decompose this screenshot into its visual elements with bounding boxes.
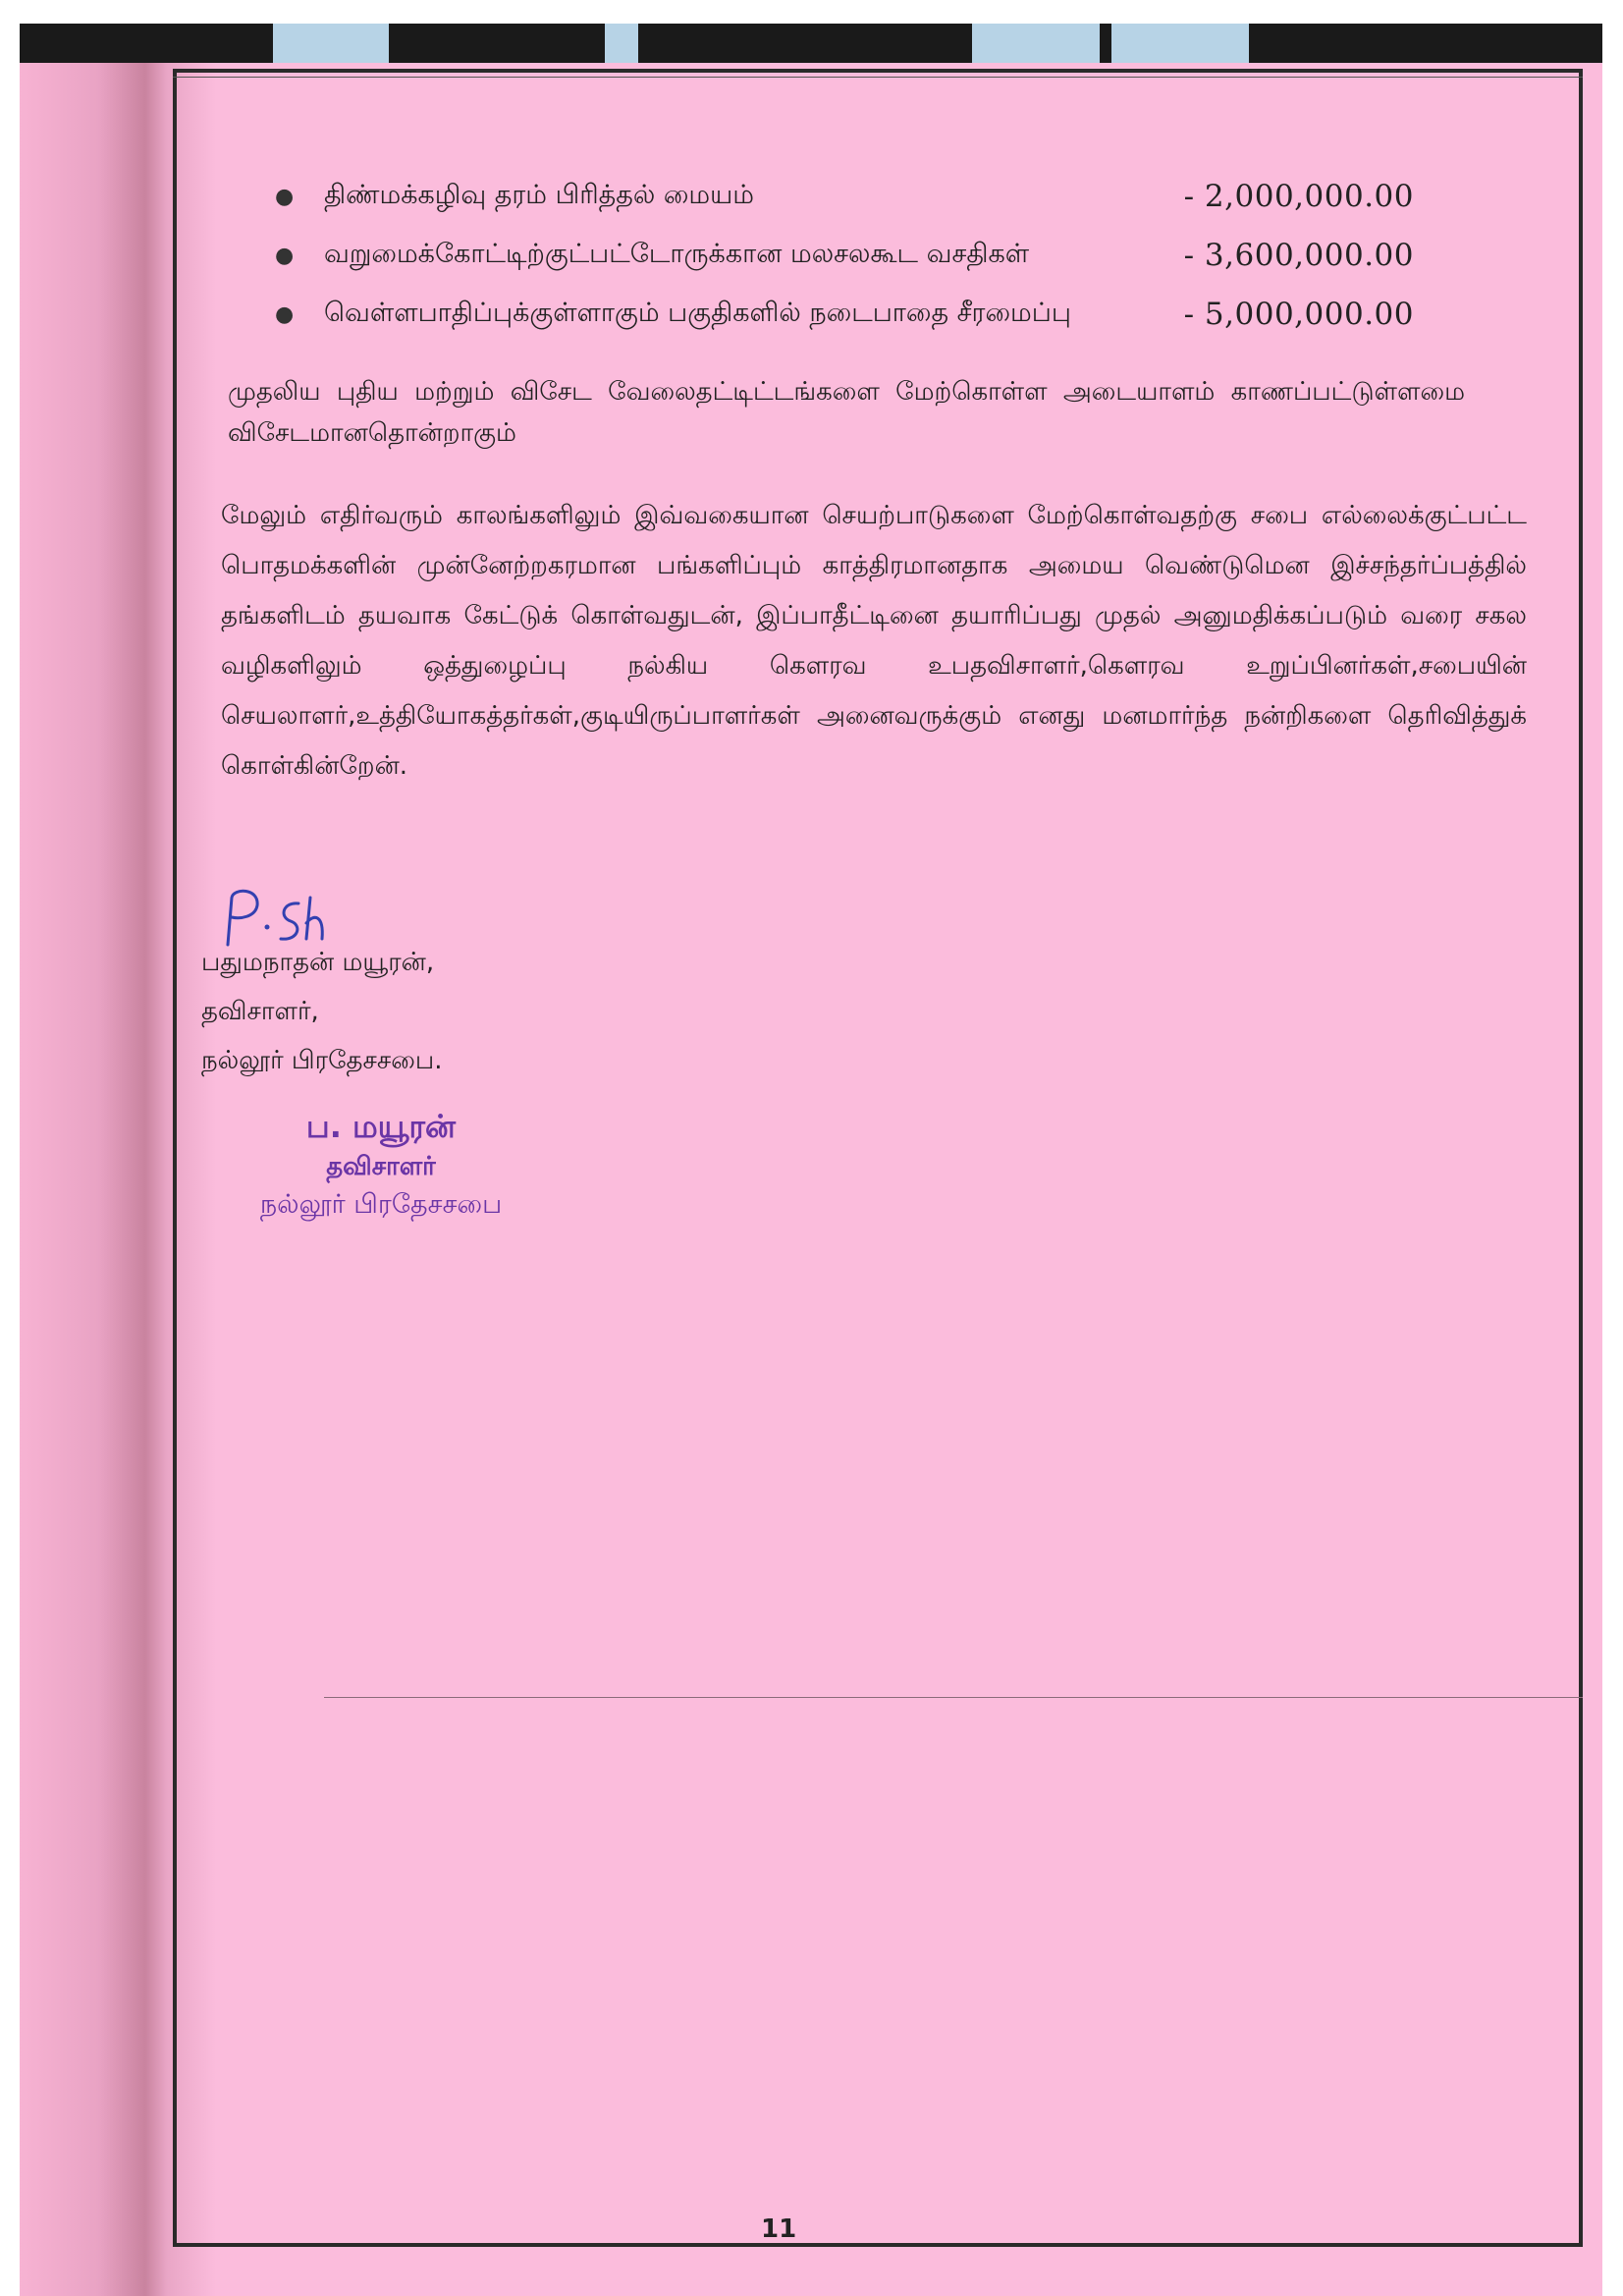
project-name: வெள்ளபாதிப்புக்குள்ளாகும் பகுதிகளில் நடைபாதை சீரமைப்பு bbox=[324, 297, 1071, 328]
scanner-edge-highlight bbox=[1111, 24, 1249, 63]
project-amount: - 5,000,000.00 bbox=[1183, 297, 1414, 332]
project-amount: - 2,000,000.00 bbox=[1183, 179, 1414, 214]
page-number: 11 bbox=[761, 2214, 797, 2244]
scanner-edge-strip bbox=[20, 24, 1602, 63]
project-item bbox=[275, 285, 1434, 344]
thanks-paragraph: மேலும் எதிர்வரும் காலங்களிலும் இவ்வகையான செயற்பாடுகளை மேற்கொள்வதற்கு சபை எல்லைக்குட்பட்ட பொதமக்களின் முன்னேற்றகரமான பங்களிப்பும் காத்திரமானதாக அமைய வெண்டுமென இச்சந்தர்ப்பத்தில் தங்களிடம் தயவாக கேட்டுக் கொள்வதுடன், இப்பாதீட்டினை தயாரிப்பது முதல் அனுமதிக்கப்படும் வரை சகல வழிகளிலும் ஒத்துழைப்பு நல்கிய கௌரவ உபதவிசாளர்,கௌரவ உறுப்பினர்கள்,சபையின் செயலாளர்,உத்தியோகத்தர்கள்,குடியிருப்பாளர்கள் அனைவருக்கும் எனது மனமார்ந்த நன்றிகளை தெரிவித்துக் கொள்கின்றேன். bbox=[221, 501, 1527, 781]
project-amount: - 3,600,000.00 bbox=[1183, 238, 1414, 273]
project-list bbox=[275, 167, 1434, 344]
stamp-name: ப. மயூரன் bbox=[305, 1108, 457, 1145]
stamp-title: தவிசாளர் bbox=[326, 1152, 436, 1181]
intro-paragraph: முதலிய புதிய மற்றும் விசேட வேலைதட்டிட்டங்களை மேற்கொள்ள அடையாளம் காணப்பட்டுள்ளமை விசேடமானதொன்றாகும் bbox=[228, 377, 1465, 448]
bullet-icon: ● bbox=[275, 243, 295, 268]
signer-office: நல்லூர் பிரதேசசபை. bbox=[201, 1046, 443, 1075]
horizontal-rule bbox=[324, 1697, 1583, 1698]
page-border-inner-line bbox=[173, 77, 1583, 78]
scanner-edge-highlight bbox=[273, 24, 389, 63]
scanner-edge-highlight bbox=[605, 24, 638, 63]
scanner-edge-highlight bbox=[972, 24, 1100, 63]
stamp-office: நல்லூர் பிரதேசசபை bbox=[259, 1189, 503, 1220]
bullet-icon: ● bbox=[275, 184, 295, 209]
signer-block bbox=[201, 938, 442, 1085]
official-stamp bbox=[224, 1105, 538, 1225]
signer-name: பதுமநாதன் மயூரன், bbox=[201, 948, 435, 977]
project-item bbox=[275, 226, 1434, 285]
project-name: வறுமைக்கோட்டிற்குட்பட்டோருக்கான மலசலகூட வசதிகள் bbox=[324, 238, 1030, 269]
project-name: திண்மக்கழிவு தரம் பிரித்தல் மையம் bbox=[324, 179, 754, 210]
project-item bbox=[275, 167, 1434, 226]
bullet-icon: ● bbox=[275, 301, 295, 327]
signer-title: தவிசாளர், bbox=[201, 997, 319, 1026]
